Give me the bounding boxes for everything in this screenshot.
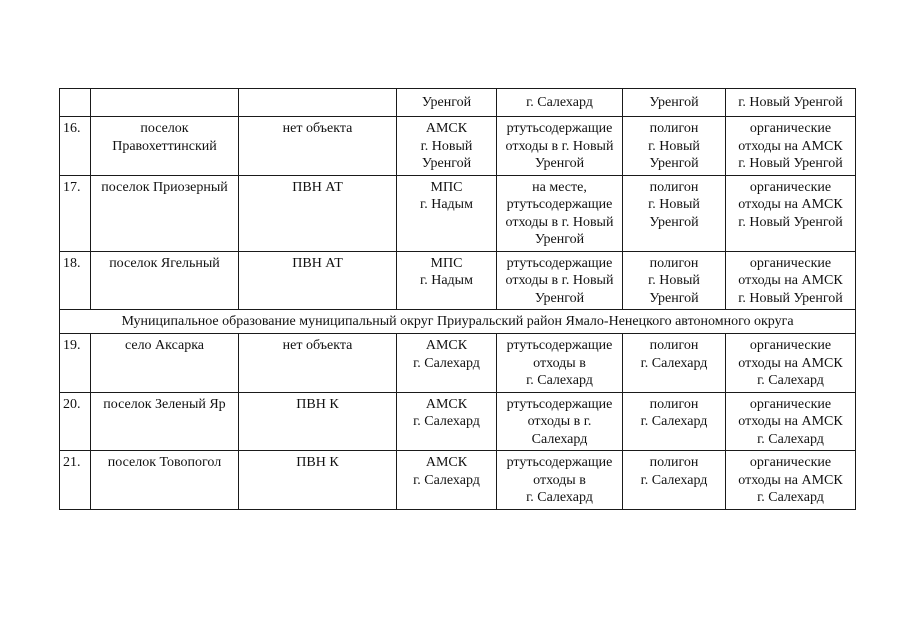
cell-col6: полигон г. Салехард [623,451,726,510]
cell-col7: органические отходы на АМСК г. Салехард [726,451,856,510]
cell-object: нет объекта [239,117,397,176]
cell-settlement: поселок Правохеттинский [91,117,239,176]
cell-col4: АМСК г. Новый Уренгой [397,117,497,176]
section-title: Муниципальное образование муниципальный округ Приуральский район Ямало-Ненецкого автономного округа [60,310,856,334]
cell-col5: ртутьсодержащие отходы в г. Салехард [497,451,623,510]
table-row [60,175,856,251]
cell-object: ПВН АТ [239,175,397,251]
cell-col4: АМСК г. Салехард [397,451,497,510]
cell-number: 19. [60,334,91,393]
cell-object: ПВН К [239,392,397,451]
cell-col4: АМСК г. Салехард [397,392,497,451]
table-row [60,451,856,510]
cell-col6: полигон г. Салехард [623,392,726,451]
cell-col7: органические отходы на АМСК г. Салехард [726,392,856,451]
cell-col5: ртутьсодержащие отходы в г. Новый Уренгой [497,251,623,310]
cell-object: нет объекта [239,334,397,393]
table-row [60,117,856,176]
cell-col7: органические отходы на АМСК г. Салехард [726,334,856,393]
cell-col6: полигон г. Новый Уренгой [623,117,726,176]
cell-col5: ртутьсодержащие отходы в г. Новый Уренгой [497,117,623,176]
cell-settlement: поселок Ягельный [91,251,239,310]
cell-col7: органические отходы на АМСК г. Новый Уренгой [726,117,856,176]
cell-col4: Уренгой [397,89,497,117]
cell-number: 18. [60,251,91,310]
cell-col5: на месте, ртутьсодержащие отходы в г. Новый Уренгой [497,175,623,251]
table-row [60,251,856,310]
cell-col7: г. Новый Уренгой [726,89,856,117]
cell-col6: полигон г. Новый Уренгой [623,251,726,310]
cell-col5: ртутьсодержащие отходы в г. Салехард [497,392,623,451]
cell-col7: органические отходы на АМСК г. Новый Уренгой [726,251,856,310]
cell-number: 20. [60,392,91,451]
cell-settlement: поселок Товопогол [91,451,239,510]
cell-object [239,89,397,117]
table-row [60,392,856,451]
cell-settlement [91,89,239,117]
cell-number [60,89,91,117]
cell-col6: Уренгой [623,89,726,117]
waste-facilities-table [59,88,856,510]
cell-col4: АМСК г. Салехард [397,334,497,393]
cell-settlement: село Аксарка [91,334,239,393]
cell-col5: г. Салехард [497,89,623,117]
cell-col7: органические отходы на АМСК г. Новый Уренгой [726,175,856,251]
cell-col4: МПС г. Надым [397,251,497,310]
section-header-row [60,310,856,334]
cell-col6: полигон г. Салехард [623,334,726,393]
cell-number: 16. [60,117,91,176]
cell-object: ПВН К [239,451,397,510]
cell-object: ПВН АТ [239,251,397,310]
table-row-continuation [60,89,856,117]
cell-settlement: поселок Зеленый Яр [91,392,239,451]
table-row [60,334,856,393]
cell-number: 17. [60,175,91,251]
cell-col6: полигон г. Новый Уренгой [623,175,726,251]
cell-settlement: поселок Приозерный [91,175,239,251]
cell-col4: МПС г. Надым [397,175,497,251]
cell-col5: ртутьсодержащие отходы в г. Салехард [497,334,623,393]
cell-number: 21. [60,451,91,510]
